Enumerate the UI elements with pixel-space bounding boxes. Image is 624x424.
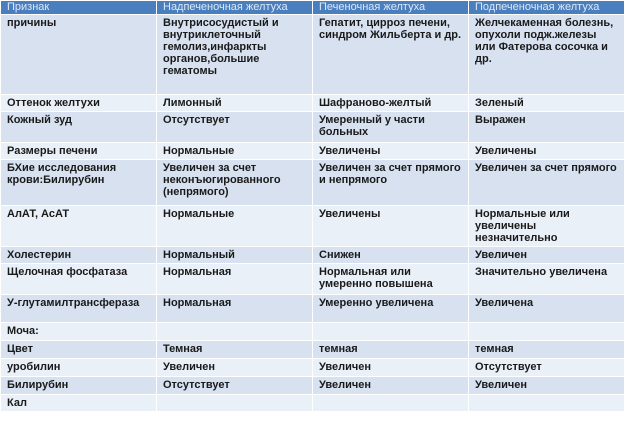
- cell-feature: Размеры печени: [1, 143, 157, 160]
- cell-posthepatic: Увеличена: [469, 295, 624, 323]
- table-row: [1, 206, 624, 247]
- cell-prehepatic: Нормальная: [157, 264, 313, 295]
- cell-hepatic: Увеличены: [313, 206, 469, 247]
- header-cell-posthepatic: Подпеченочная желтуха: [469, 1, 624, 15]
- cell-posthepatic: Зеленый: [469, 95, 624, 112]
- cell-posthepatic: Увеличены: [469, 143, 624, 160]
- cell-posthepatic: Значительно увеличена: [469, 264, 624, 295]
- table-row: [1, 395, 624, 412]
- cell-prehepatic: [157, 323, 313, 341]
- cell-prehepatic: Нормальные: [157, 206, 313, 247]
- cell-posthepatic: Увеличен за счет прямого: [469, 160, 624, 206]
- cell-hepatic: Умеренный у части больных: [313, 112, 469, 143]
- table-row: [1, 341, 624, 359]
- cell-prehepatic: Нормальные: [157, 143, 313, 160]
- cell-feature: БХие исследования крови:Билирубин: [1, 160, 157, 206]
- cell-posthepatic: Нормальные или увеличены незначительно: [469, 206, 624, 247]
- table-row: [1, 247, 624, 264]
- cell-feature: уробилин: [1, 359, 157, 377]
- header-cell-hepatic: Печеночная желтуха: [313, 1, 469, 15]
- cell-feature: Холестерин: [1, 247, 157, 264]
- header-row: [1, 1, 624, 15]
- table-row: [1, 160, 624, 206]
- cell-hepatic: Умеренно увеличена: [313, 295, 469, 323]
- cell-prehepatic: Нормальный: [157, 247, 313, 264]
- table-row: [1, 95, 624, 112]
- cell-prehepatic: Отсутствует: [157, 112, 313, 143]
- cell-hepatic: Гепатит, цирроз печени, синдром Жильберта и др.: [313, 15, 469, 95]
- table-row: [1, 112, 624, 143]
- header-cell-prehepatic: Надпеченочная желтуха: [157, 1, 313, 15]
- cell-hepatic: Увеличен: [313, 377, 469, 395]
- table-row: [1, 377, 624, 395]
- cell-hepatic: Шафраново-желтый: [313, 95, 469, 112]
- cell-prehepatic: Нормальная: [157, 295, 313, 323]
- cell-feature: Кожный зуд: [1, 112, 157, 143]
- table-row: [1, 143, 624, 160]
- cell-feature: У-глутамилтрансфераза: [1, 295, 157, 323]
- cell-prehepatic: Увеличен: [157, 359, 313, 377]
- header-cell-feature: Признак: [1, 1, 157, 15]
- cell-hepatic: темная: [313, 341, 469, 359]
- cell-feature: Кал: [1, 395, 157, 412]
- cell-posthepatic: Выражен: [469, 112, 624, 143]
- cell-feature: АлАТ, АсАТ: [1, 206, 157, 247]
- cell-hepatic: Увеличен: [313, 359, 469, 377]
- cell-prehepatic: Лимонный: [157, 95, 313, 112]
- cell-prehepatic: Увеличен за счет неконъюгированного (непрямого): [157, 160, 313, 206]
- cell-hepatic: Увеличены: [313, 143, 469, 160]
- cell-posthepatic: Увеличен: [469, 377, 624, 395]
- table-row: [1, 323, 624, 341]
- table-row: [1, 264, 624, 295]
- cell-prehepatic: Отсутствует: [157, 377, 313, 395]
- cell-feature: причины: [1, 15, 157, 95]
- cell-hepatic: Снижен: [313, 247, 469, 264]
- cell-posthepatic: Желчекаменная болезнь, опухоли подж.железы или Фатерова сосочка и др.: [469, 15, 624, 95]
- table-body: [1, 15, 624, 412]
- cell-hepatic: Нормальная или умеренно повышена: [313, 264, 469, 295]
- cell-hepatic: [313, 395, 469, 412]
- cell-prehepatic: [157, 395, 313, 412]
- cell-feature: Щелочная фосфатаза: [1, 264, 157, 295]
- cell-hepatic: Увеличен за счет прямого и непрямого: [313, 160, 469, 206]
- table-row: [1, 295, 624, 323]
- cell-prehepatic: Внутрисосудистый и внутриклеточный гемолиз,инфаркты органов,большие гематомы: [157, 15, 313, 95]
- cell-posthepatic: [469, 395, 624, 412]
- table-row: [1, 15, 624, 95]
- cell-posthepatic: темная: [469, 341, 624, 359]
- cell-prehepatic: Темная: [157, 341, 313, 359]
- cell-feature: Билирубин: [1, 377, 157, 395]
- table-row: [1, 359, 624, 377]
- cell-posthepatic: Отсутствует: [469, 359, 624, 377]
- cell-posthepatic: Увеличен: [469, 247, 624, 264]
- cell-feature: Моча:: [1, 323, 157, 341]
- cell-hepatic: [313, 323, 469, 341]
- cell-feature: Цвет: [1, 341, 157, 359]
- cell-feature: Оттенок желтухи: [1, 95, 157, 112]
- cell-posthepatic: [469, 323, 624, 341]
